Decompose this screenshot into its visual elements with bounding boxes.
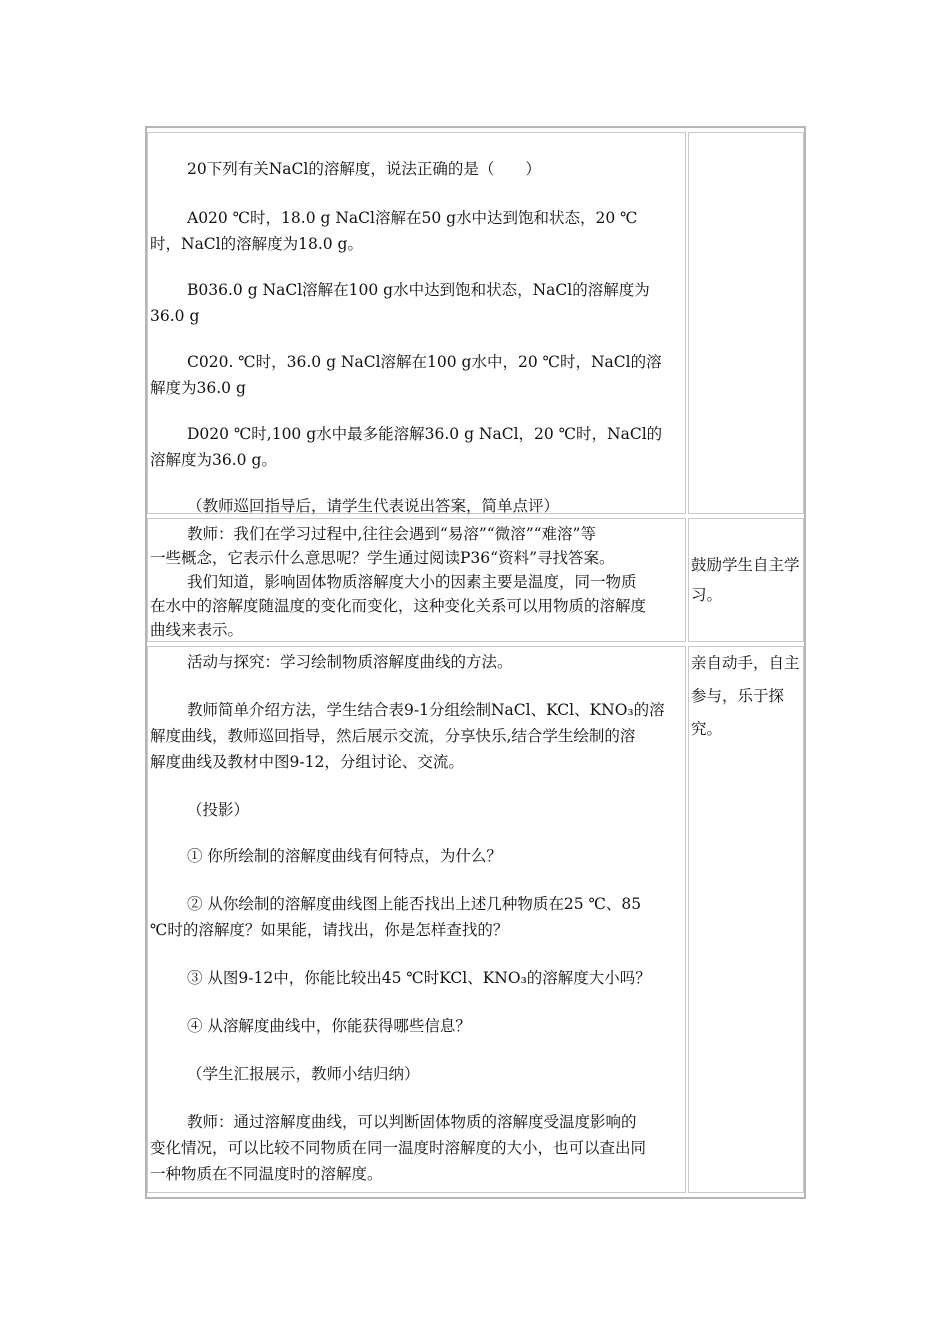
- row3-side-line1: 亲自动手，自主: [691, 654, 800, 672]
- option-a-line2: 时，NaCl的溶解度为18.0 g。: [150, 235, 363, 253]
- option-c-line1: C020. ℃时，36.0 g NaCl溶解在100 g水中，20 ℃时，NaCl的溶: [187, 353, 662, 371]
- row2-side-cell: [688, 518, 804, 642]
- row1-content-cell: [147, 132, 686, 514]
- row3-content-cell: [147, 646, 686, 1193]
- option-d-line1: D020 ℃时,100 g水中最多能溶解36.0 g NaCl，20 ℃时，NaCl的: [187, 425, 663, 443]
- row2-side-line2: 习。: [691, 586, 723, 604]
- lesson-table: [145, 126, 806, 1199]
- row2-line1: 教师：我们在学习过程中,往往会遇到“易溶”“微溶”“难溶”等: [187, 525, 596, 543]
- row3-side-cell: [688, 646, 804, 1193]
- teacher-note: （教师巡回指导后，请学生代表说出答案，简单点评）: [187, 497, 560, 515]
- option-b-line1: B036.0 g NaCl溶解在100 g水中达到饱和状态，NaCl的溶解度为: [187, 281, 650, 299]
- row1-side-cell: [688, 132, 804, 514]
- row3-line8: ℃时的溶解度？如果能，请找出，你是怎样查找的？: [150, 921, 509, 939]
- row3-line13: 变化情况，可以比较不同物质在同一温度时溶解度的大小，也可以查出同: [150, 1139, 647, 1157]
- row2-content-cell: [147, 518, 686, 642]
- row3-line11: （学生汇报展示，教师小结归纳）: [187, 1065, 420, 1083]
- row2-line3: 我们知道，影响固体物质溶解度大小的因素主要是温度，同一物质: [187, 573, 637, 591]
- row3-line1: 活动与探究：学习绘制物质溶解度曲线的方法。: [187, 653, 513, 671]
- row2-line5: 曲线来表示。: [150, 621, 244, 639]
- option-d-line2: 溶解度为36.0 g。: [150, 451, 277, 469]
- row3-line2: 教师简单介绍方法，学生结合表9-1分组绘制NaCl、KCl、KNO₃的溶: [187, 701, 665, 719]
- question-title: 20下列有关NaCl的溶解度，说法正确的是（ ）: [187, 160, 541, 178]
- row3-line10: ④ 从溶解度曲线中，你能获得哪些信息？: [187, 1017, 471, 1035]
- option-a-line1: A020 ℃时，18.0 g NaCl溶解在50 g水中达到饱和状态，20 ℃: [187, 209, 638, 227]
- row3-line6: ① 你所绘制的溶解度曲线有何特点，为什么？: [187, 847, 502, 865]
- row3-line12: 教师：通过溶解度曲线，可以判断固体物质的溶解度受温度影响的: [187, 1113, 637, 1131]
- option-b-line2: 36.0 g: [150, 307, 200, 325]
- row3-line7: ② 从你绘制的溶解度曲线图上能否找出上述几种物质在25 ℃、85: [187, 895, 642, 913]
- row3-line4: 解度曲线及教材中图9-12，分组讨论、交流。: [150, 753, 464, 771]
- row3-side-line3: 究。: [691, 720, 723, 738]
- row2-line2: 一些概念，它表示什么意思呢？学生通过阅读P36“资料”寻找答案。: [150, 549, 615, 567]
- row3-line5: （投影）: [187, 801, 250, 819]
- row2-line4: 在水中的溶解度随温度的变化而变化，这种变化关系可以用物质的溶解度: [150, 597, 647, 615]
- row2-side-line1: 鼓励学生自主学: [691, 556, 800, 574]
- row3-line9: ③ 从图9-12中，你能比较出45 ℃时KCl、KNO₃的溶解度大小吗？: [187, 969, 651, 987]
- row3-line14: 一种物质在不同温度时的溶解度。: [150, 1165, 383, 1183]
- option-c-line2: 解度为36.0 g: [150, 379, 246, 397]
- row3-side-line2: 参与，乐于探: [691, 687, 785, 705]
- row3-line3: 解度曲线，教师巡回指导，然后展示交流，分享快乐,结合学生绘制的溶: [150, 727, 636, 745]
